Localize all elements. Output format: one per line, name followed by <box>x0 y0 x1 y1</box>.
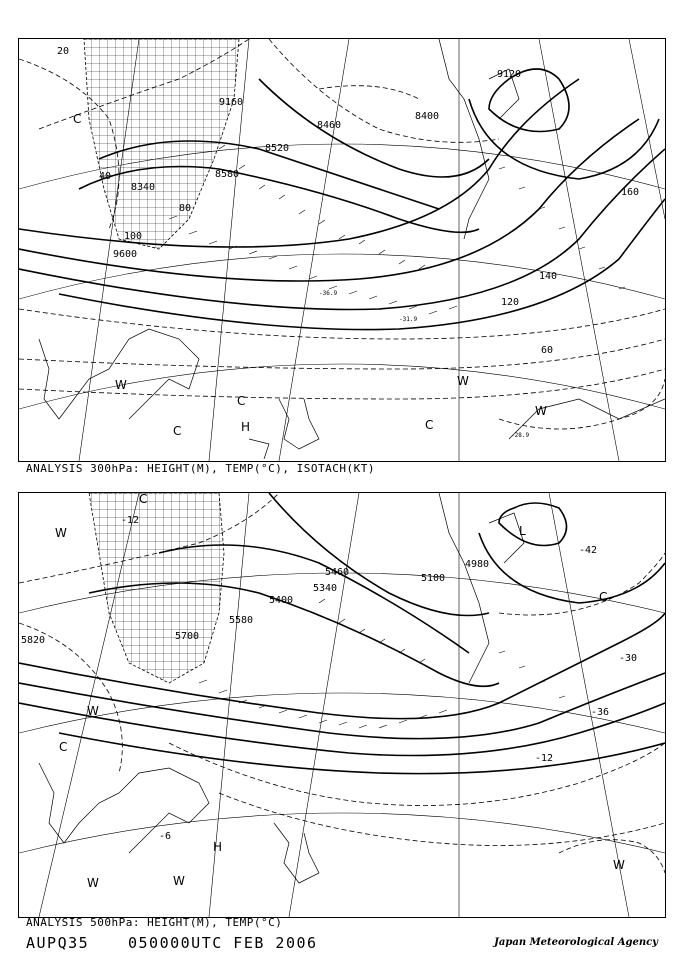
valid-time: 050000UTC FEB 2006 <box>128 934 318 952</box>
temp-label: -12 <box>535 753 554 764</box>
map-panel-500hpa <box>18 492 666 918</box>
isotach-label: 80 <box>179 203 192 214</box>
warm-center: W <box>173 874 185 888</box>
height-label: 8400 <box>415 111 440 122</box>
height-label: 5460 <box>325 567 350 578</box>
height-label: 4980 <box>465 559 490 570</box>
height-label: 5400 <box>269 595 294 606</box>
height-label: 5700 <box>175 631 200 642</box>
wind-barbs <box>199 599 565 728</box>
temp-label: -28.9 <box>511 432 530 439</box>
temp-label: -36 <box>591 707 610 718</box>
isotach-label: 120 <box>501 297 520 308</box>
cold-hatched-area <box>84 39 239 249</box>
temp-label: -30 <box>619 653 638 664</box>
cold-hatched-area <box>89 493 224 683</box>
warm-center: W <box>457 374 469 388</box>
agency-name: Japan Meteorological Agency <box>494 937 658 948</box>
high-center: H <box>213 840 223 854</box>
cold-center: C <box>59 740 68 754</box>
warm-center: W <box>115 378 127 392</box>
warm-center: W <box>613 858 625 872</box>
cold-center: C <box>173 424 182 438</box>
cold-center: C <box>425 418 434 432</box>
height-label: 5100 <box>421 573 446 584</box>
height-label: 5580 <box>229 615 254 626</box>
height-label: 9160 <box>219 97 244 108</box>
temp-label: -36.9 <box>319 290 338 297</box>
isotach-label: 40 <box>99 171 112 182</box>
low-center: L <box>519 524 526 538</box>
warm-center: W <box>55 526 67 540</box>
cold-center: C <box>73 112 82 126</box>
height-label: 8460 <box>317 120 342 131</box>
temp-label: -42 <box>579 545 598 556</box>
temp-label: -12 <box>121 515 140 526</box>
height-label: 5820 <box>21 635 46 646</box>
cold-center: C <box>139 493 148 506</box>
temp-label: -6 <box>159 831 172 842</box>
height-label: 8340 <box>131 182 156 193</box>
cold-center: C <box>599 590 608 604</box>
isotach-label: 160 <box>621 187 640 198</box>
cold-center: C <box>237 394 246 408</box>
temp-label: -31.9 <box>399 316 418 323</box>
height-label: 8520 <box>265 143 290 154</box>
height-label: 9120 <box>497 69 522 80</box>
caption-300hpa: ANALYSIS 300hPa: HEIGHT(M), TEMP(°C), ISOTACH(KT) <box>26 462 376 475</box>
warm-center: W <box>535 404 547 418</box>
isotach-label: 100 <box>124 231 143 242</box>
isotach-label: 140 <box>539 271 558 282</box>
temp-labels <box>319 290 529 439</box>
map-500hpa <box>19 493 665 917</box>
map-300hpa <box>19 39 665 461</box>
height-label: 8580 <box>215 169 240 180</box>
chart-code: AUPQ35 <box>26 934 90 952</box>
height-labels <box>21 559 489 646</box>
map-panel-300hpa <box>18 38 666 462</box>
isotach-label: 60 <box>541 345 554 356</box>
warm-center: W <box>87 704 99 718</box>
high-center: H <box>241 420 251 434</box>
height-label: 9600 <box>113 249 138 260</box>
caption-500hpa: ANALYSIS 500hPa: HEIGHT(M), TEMP(°C) <box>26 916 283 929</box>
height-label: 5340 <box>313 583 338 594</box>
warm-center: W <box>87 876 99 890</box>
isotach-label: 20 <box>57 46 70 57</box>
